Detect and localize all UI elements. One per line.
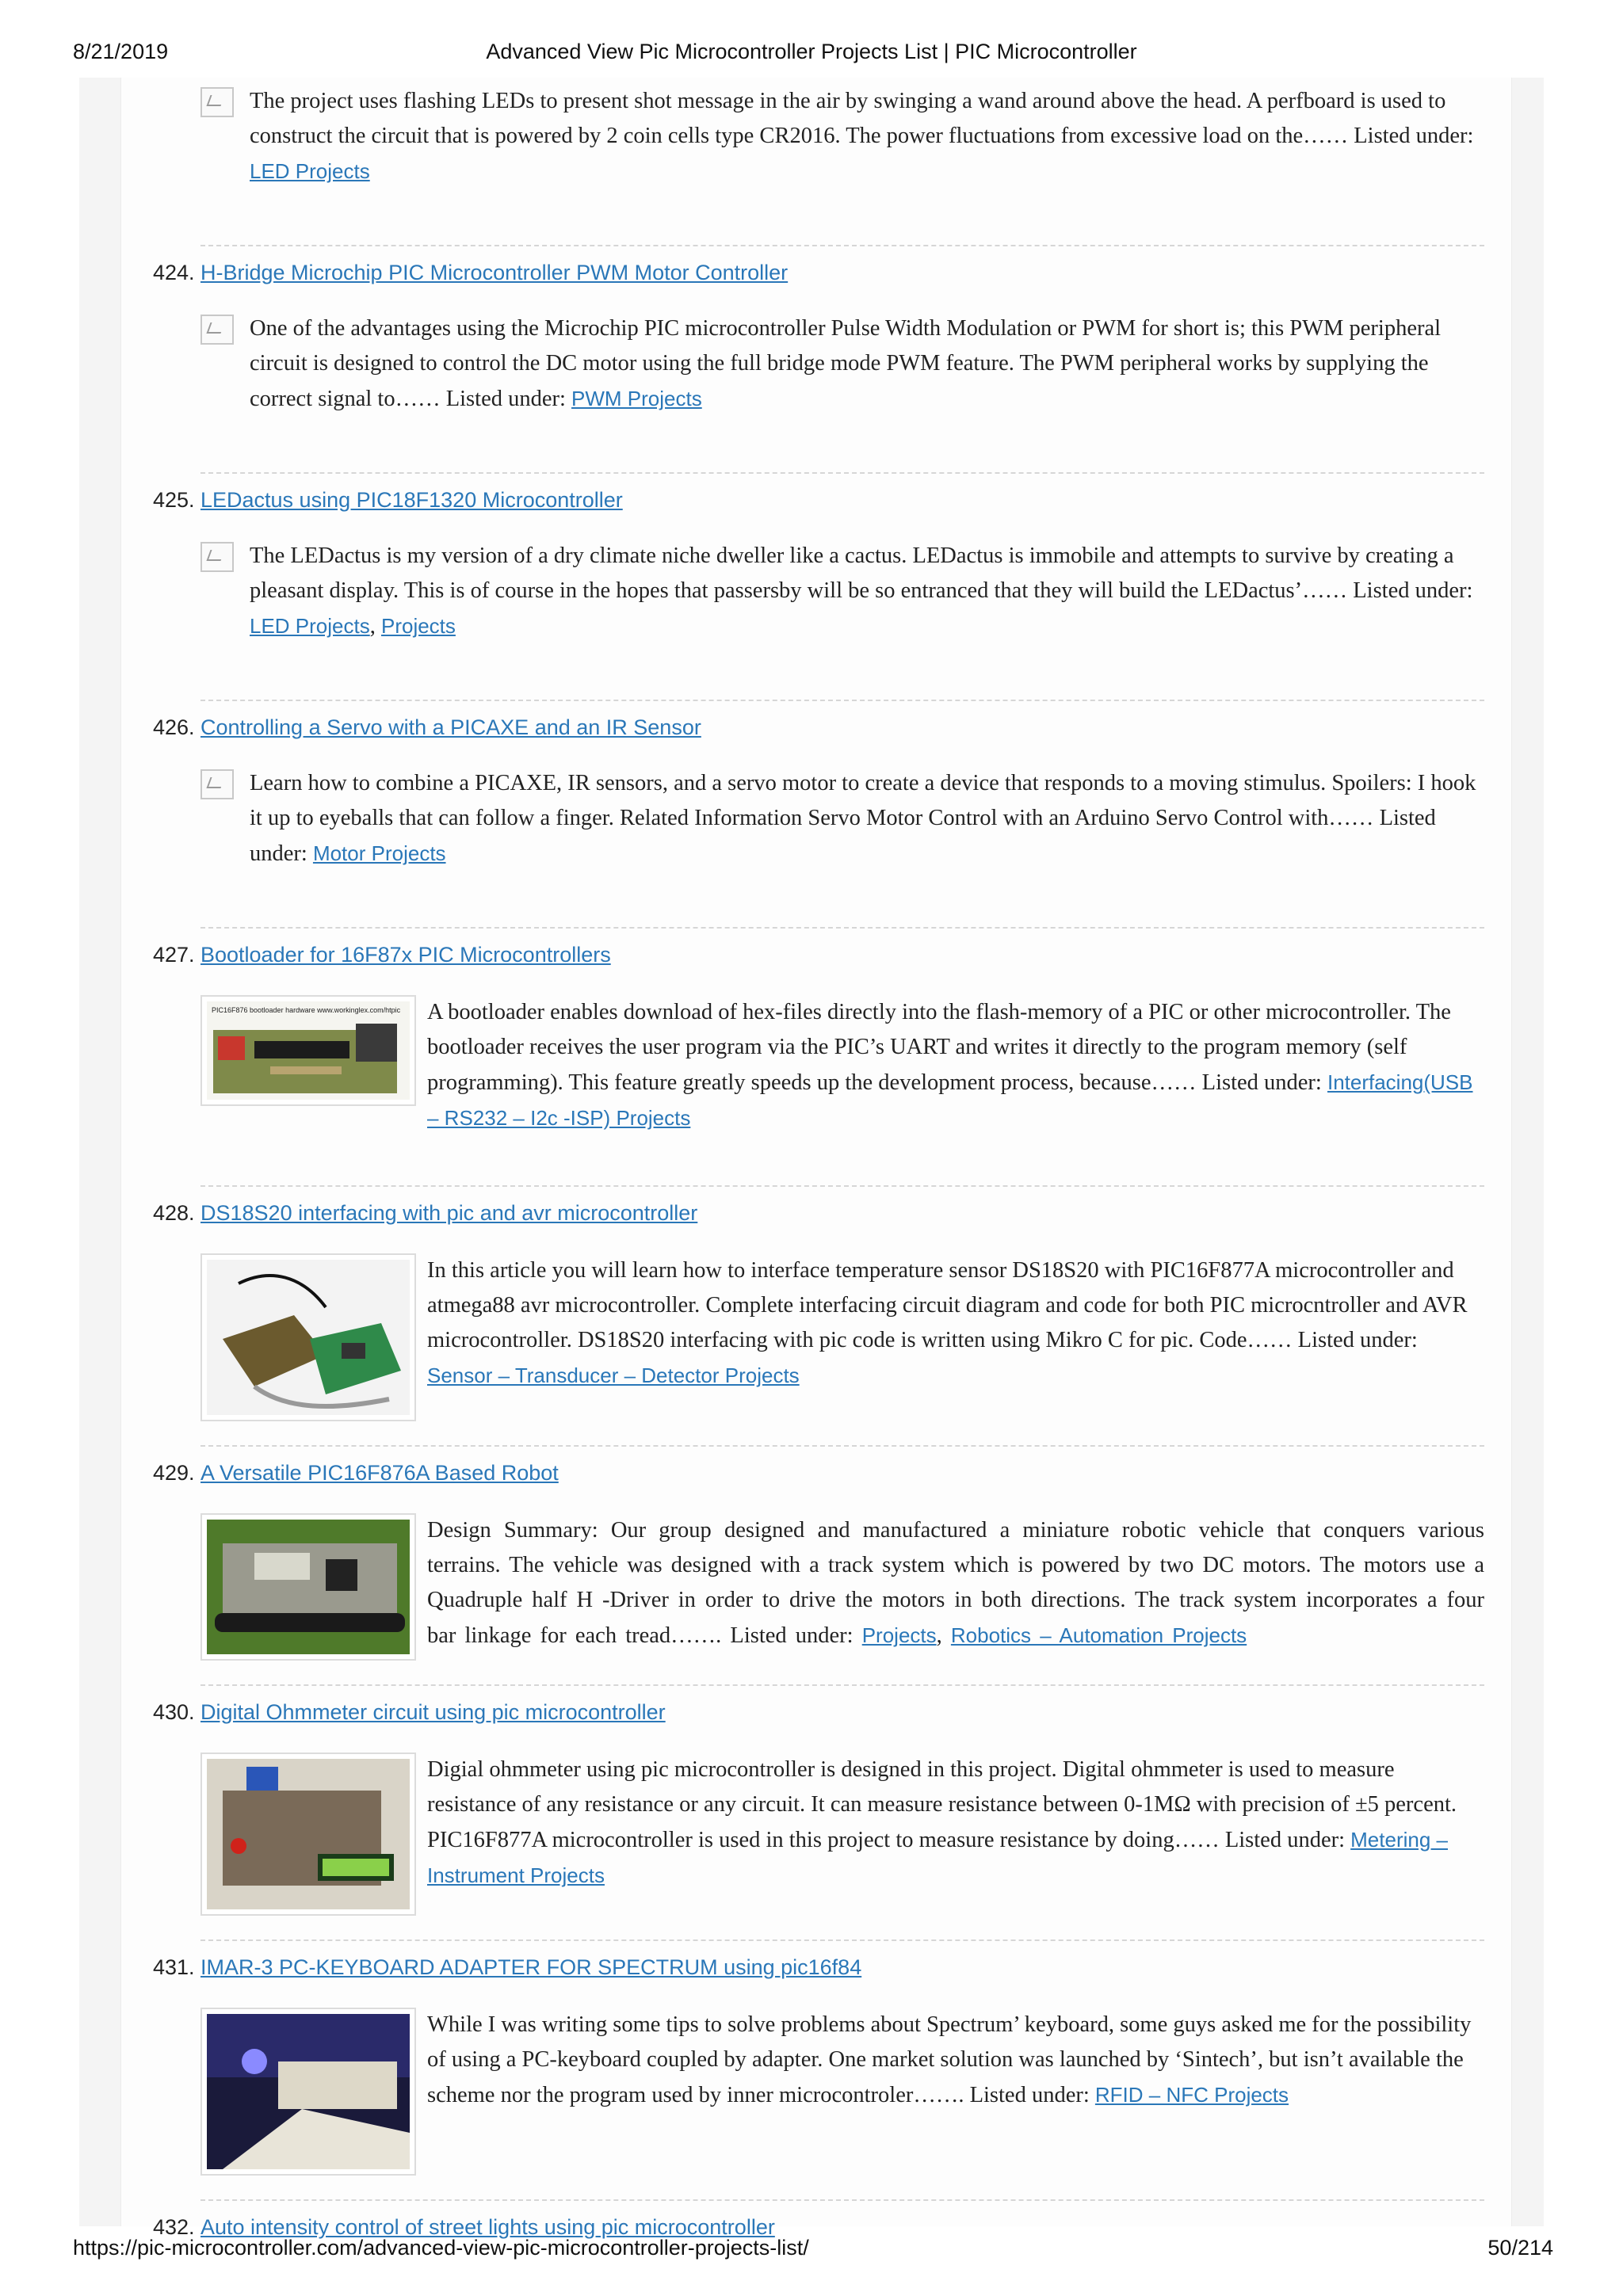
page-number: 50/214	[1487, 2236, 1553, 2260]
project-title-link[interactable]: IMAR-3 PC-KEYBOARD ADAPTER FOR SPECTRUM using pic16f84	[200, 1955, 862, 1979]
project-title-link[interactable]: LEDactus using PIC18F1320 Microcontroller	[200, 488, 623, 512]
listed-under-label: Listed under:	[969, 2083, 1090, 2107]
project-title-link[interactable]: Digital Ohmmeter circuit using pic microcontroller	[200, 1700, 666, 1724]
print-date: 8/21/2019	[73, 40, 169, 63]
project-description: The project uses flashing LEDs to present shot message in the air by swinging a wand around above the head. A perfboard is used to construct the circuit that is powered by 2 coin cells type CR2016. The power fluctuations from excessive load on the……	[250, 89, 1446, 148]
list-item	[153, 1684, 1484, 1916]
item-number: 425.	[153, 488, 195, 512]
listed-under-label: Listed under:	[1353, 578, 1473, 603]
project-thumbnail[interactable]	[200, 1253, 416, 1421]
image-caption: PIC16F876 bootloader hardware www.workinglex.com/htpic	[212, 1006, 401, 1014]
project-title-link[interactable]: Bootloader for 16F87x PIC Microcontrollers	[200, 943, 611, 967]
project-thumbnail[interactable]	[200, 995, 416, 1106]
project-description: The LEDactus is my version of a dry climate niche dweller like a cactus. LEDactus is immobile and attempts to survive by creating a pleasant display. This is of course in the hopes that passersby will be so entranced that they will build the LEDactus’……	[250, 543, 1454, 603]
broken-image-icon	[200, 769, 234, 799]
keyboard-adapter-image	[207, 2014, 410, 2169]
project-description: One of the advantages using the Microchip PIC microcontroller Pulse Width Modulation or PWM for short is; this PWM peripheral circuit is designed to control the DC motor using the full bridge mode PWM feature. The PWM peripheral works by supplying the correct signal to……	[250, 316, 1442, 411]
category-link[interactable]: Motor Projects	[312, 841, 446, 865]
print-url: https://pic-microcontroller.com/advanced-view-pic-microcontroller-projects-list/	[73, 2236, 809, 2260]
category-link[interactable]: RFID – NFC Projects	[1094, 2083, 1289, 2107]
category-link[interactable]: LED Projects	[250, 614, 370, 638]
project-thumbnail[interactable]	[200, 1753, 416, 1916]
listed-under-label: Listed under:	[730, 1623, 854, 1648]
listed-under-label: Listed under:	[1297, 1328, 1418, 1352]
category-link[interactable]: LED Projects	[250, 159, 370, 183]
list-item	[153, 245, 1484, 417]
project-description: Digial ohmmeter using pic microcontroller is designed in this project. Digital ohmmeter is used to measure resistance of any resistance or any circuit. It can measure resistance between 0-1MΩ with precision of ±5 percent. PIC16F877A microcontroller is used in this project to measure resistance by doing……	[427, 1757, 1457, 1852]
category-link[interactable]: Interfacing(USB – RS232 – I2c -ISP) Projects	[427, 1070, 1473, 1130]
category-link[interactable]: Projects	[861, 1623, 937, 1647]
broken-image-icon	[200, 542, 234, 572]
robot-vehicle-image	[207, 1520, 410, 1654]
item-number: 426.	[153, 715, 195, 739]
category-link[interactable]: Sensor – Transducer – Detector Projects	[427, 1363, 800, 1387]
listed-under-label: Listed under:	[1201, 1070, 1322, 1095]
list-item	[153, 927, 1484, 1136]
ds18s20-circuit-image	[207, 1260, 410, 1415]
project-title-link[interactable]: Auto intensity control of street lights using pic microcontroller	[200, 2215, 775, 2239]
list-item	[153, 700, 1484, 871]
list-item	[153, 1185, 1484, 1421]
ohmmeter-circuit-image	[207, 1759, 410, 1909]
project-description: Learn how to combine a PICAXE, IR sensors, and a servo motor to create a device that responds to a moving stimulus. Spoilers: I hook it up to eyeballs that can follow a finger. Related Information Servo Motor Control with an Arduino Servo Control with……	[250, 771, 1476, 830]
project-title-link[interactable]: A Versatile PIC16F876A Based Robot	[200, 1461, 559, 1485]
category-link[interactable]: Metering – Instrument Projects	[427, 1828, 1448, 1887]
listed-under-label: Listed under:	[1354, 124, 1474, 148]
bootloader-board-image	[207, 1001, 410, 1100]
listed-under-label: Listed under:	[250, 806, 1436, 866]
category-link[interactable]: PWM Projects	[571, 387, 702, 410]
category-link[interactable]: Robotics – Automation Projects	[950, 1623, 1247, 1647]
list-item	[200, 78, 1484, 189]
item-number: 424.	[153, 261, 195, 284]
item-number: 429.	[153, 1461, 195, 1485]
listed-under-label: Listed under:	[1224, 1828, 1346, 1852]
project-description: In this article you will learn how to interface temperature sensor DS18S20 with PIC16F877A microcontroller and atmega88 avr microcontroller. Complete interfacing circuit diagram and code for both PIC microcntroller and AVR microcontroller. DS18S20 interfacing with pic code is written using Mikro C for pic. Code……	[427, 1258, 1468, 1352]
project-description: A bootloader enables download of hex-files directly into the flash-memory of a PIC or other microcontroller. The bootloader receives the user program via the PIC’s UART and writes it directly to the program memory (self programming). This feature greatly speeds up the development process, because……	[427, 1000, 1451, 1095]
project-thumbnail[interactable]	[200, 2008, 416, 2176]
broken-image-icon	[200, 87, 234, 117]
project-description: While I was writing some tips to solve problems about Spectrum’ keyboard, some guys asked me for the possibility of using a PC-keyboard coupled by adapter. One market solution was launched by ‘Sintech’, but isn’t available the scheme nor the program used by inner microcontroler…….	[427, 2012, 1472, 2107]
item-number: 431.	[153, 1955, 195, 1979]
listed-under-label: Listed under:	[445, 387, 566, 411]
item-number: 427.	[153, 943, 195, 967]
project-description: Design Summary: Our group designed and manufactured a miniature robotic vehicle that conquers various terrains. The vehicle was designed with a track system which is powered by two DC motors. The motors use a Quadruple half H -Driver in order to drive the motors in both directions. The track system incorporates a four bar linkage for each tread…….	[427, 1518, 1484, 1648]
content-column	[120, 78, 1512, 2239]
project-list	[153, 78, 1484, 2247]
project-title-link[interactable]: Controlling a Servo with a PICAXE and an IR Sensor	[200, 715, 701, 739]
project-title-link[interactable]: DS18S20 interfacing with pic and avr microcontroller	[200, 1201, 698, 1225]
list-item: 429. A Versatile PIC16F876A Based Robot Design Summary: Our group designed and manufactured a miniature robotic vehicle that conquers various terrains. The vehicle was designed with a track system which is powered by two DC motors. The motors use a Quadruple half H -Driver in order to drive the motors in both directions. The track system incorporates a four bar linkage for each tread……. Listed under: Projects, Robotics – Automation Projects	[200, 1445, 1484, 1661]
item-number: 432.	[153, 2215, 195, 2239]
project-title-link[interactable]: H-Bridge Microchip PIC Microcontroller PWM Motor Controller	[200, 261, 789, 284]
list-item: 425. LEDactus using PIC18F1320 Microcontroller The LEDactus is my version of a dry climate niche dweller like a cactus. LEDactus is immobile and attempts to survive by creating a pleasant display. This is of course in the hopes that passersby will be so entranced that they will build the LEDactus’…… Listed under: LED Projects, Projects	[200, 472, 1484, 644]
item-number: 430.	[153, 1700, 195, 1724]
project-thumbnail[interactable]	[200, 1513, 416, 1661]
print-page-title: Advanced View Pic Microcontroller Projects List | PIC Microcontroller	[486, 40, 1137, 63]
broken-image-icon	[200, 315, 234, 345]
category-link[interactable]: Projects	[380, 614, 456, 638]
item-number: 428.	[153, 1201, 195, 1225]
list-item	[153, 1939, 1484, 2176]
